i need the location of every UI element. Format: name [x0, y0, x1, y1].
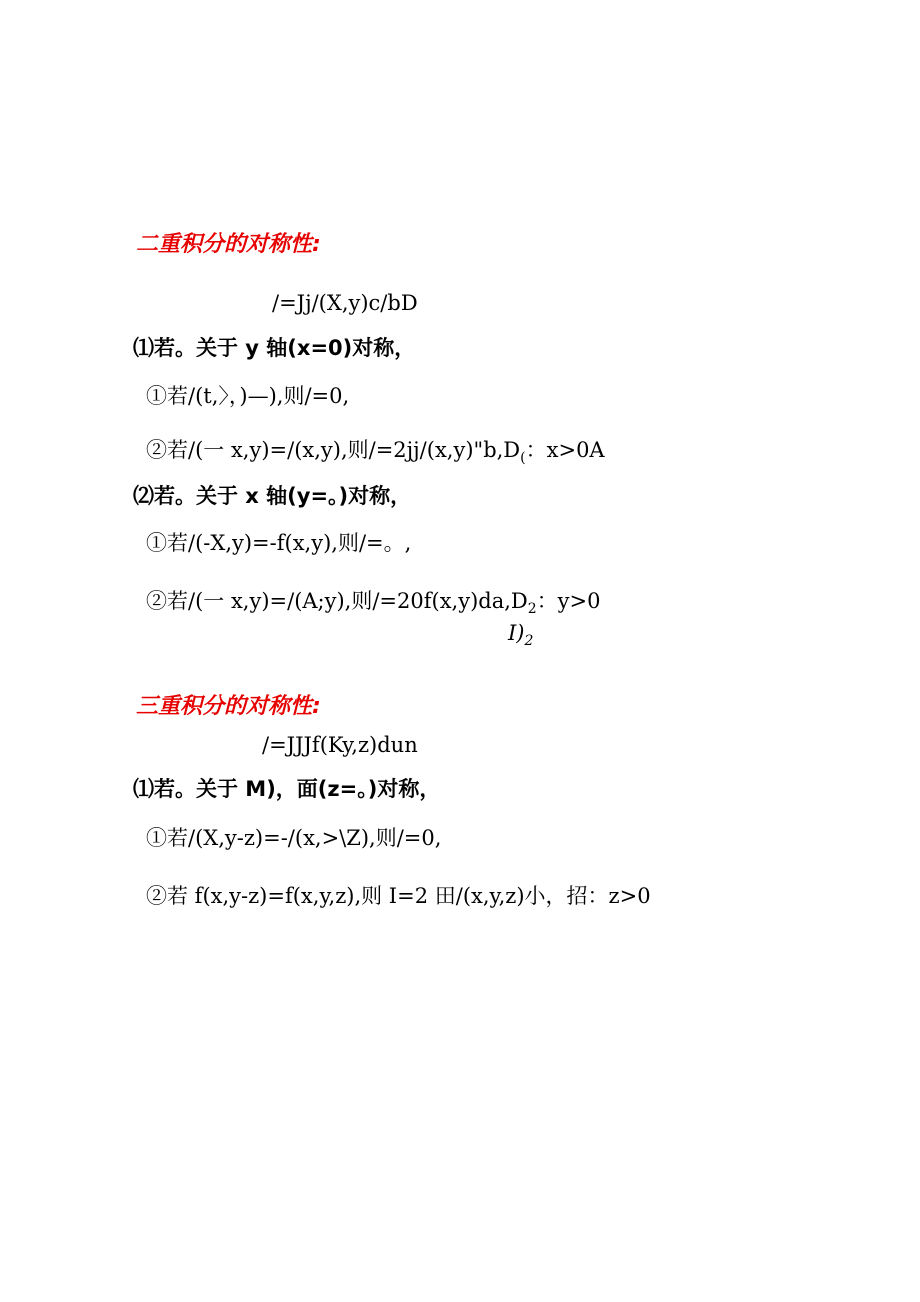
double-case2-title: ⑵若。关于 x 轴(y=。)对称， [133, 484, 412, 508]
triple-case1-item2: ②若 f(x,y-z)=f(x,y,z),则 I=2 田/(x,y,z)小，招：z>0 [146, 884, 651, 908]
triple-integral-heading: 三重积分的对称性: [136, 694, 321, 719]
triple-integral-formula: /=JJJf(Ky,z)dun [262, 733, 418, 757]
double-case2-under-text: I) [508, 621, 525, 645]
double-case2-item2-main: ②若/(一 x,y)=/(A;y),则/=20f(x,y)da,D [146, 589, 528, 613]
double-case2-item1: ①若/(-X,y)=-f(x,y),则/=。, [146, 531, 412, 555]
triple-case1-title: ⑴若。关于 M)，面(z=。)对称， [133, 777, 441, 801]
double-case1-item2-tail: ：x>0A [525, 438, 605, 462]
triple-case1-item1: ①若/(X,y-z)=-/(x,>\Z),则/=0, [146, 826, 442, 850]
double-case2-item2-tail: ：y>0 [536, 589, 601, 613]
double-case2-item2 [146, 588, 601, 617]
double-case1-title: ⑴若。关于 y 轴(x=0)对称， [133, 336, 416, 360]
double-case2-under-subscript: 2 [524, 633, 534, 649]
double-case1-item2 [146, 437, 605, 466]
double-integral-heading: 二重积分的对称性: [136, 232, 321, 257]
double-case1-item1: ①若/(t,〉，)—),则/=0, [146, 384, 350, 408]
double-case2-item2-under [508, 620, 533, 649]
double-case1-item2-main: ②若/(一 x,y)=/(x,y),则/=2jj/(x,y)"b,D [146, 438, 521, 462]
double-integral-formula: /=Jj/(X,y)c/bD [272, 291, 418, 315]
double-case2-item2-subscript: 2 [527, 601, 537, 617]
double-case1-item2-subscript: ( [520, 450, 526, 466]
